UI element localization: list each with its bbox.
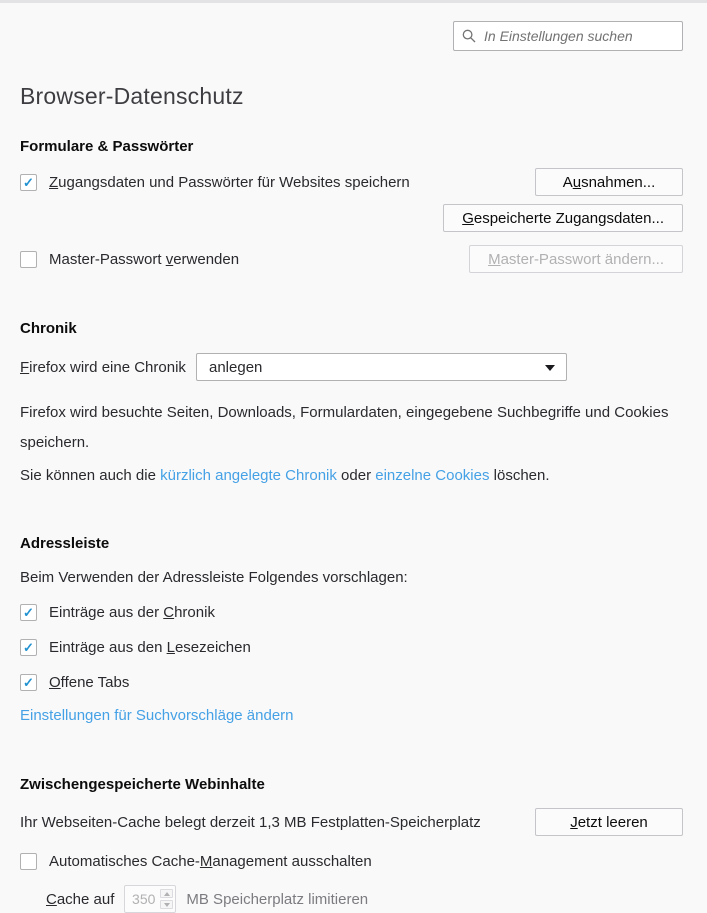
checkbox-label[interactable]: Einträge aus der Chronik: [49, 604, 215, 621]
checkbox-label[interactable]: Master-Passwort verwenden: [49, 250, 240, 268]
search-suggestions-settings-link[interactable]: Einstellungen für Suchvorschläge ändern: [20, 707, 294, 724]
chevron-down-icon: [545, 365, 555, 371]
checkbox-label[interactable]: Einträge aus den Lesezeichen: [49, 639, 251, 656]
section-heading-forms: Formulare & Passwörter: [20, 138, 194, 155]
history-mode-label: Firefox wird eine Chronik: [20, 358, 186, 376]
checkbox-box[interactable]: [20, 604, 37, 621]
checkbox-box[interactable]: [20, 674, 37, 691]
checkbox-label[interactable]: Offene Tabs: [49, 674, 130, 691]
window-top-edge: [0, 0, 707, 3]
cache-limit-field: [124, 885, 176, 913]
checkmark-icon: ✓: [23, 605, 34, 620]
cache-limit-suffix: MB Speicherplatz limitieren: [186, 890, 369, 908]
checkbox-suggest-history[interactable]: [20, 604, 683, 621]
search-input[interactable]: [453, 21, 683, 51]
checkmark-icon: ✓: [23, 174, 34, 190]
remove-individual-cookies-link[interactable]: einzelne Cookies: [375, 467, 490, 484]
checkbox-master-password[interactable]: [20, 251, 239, 268]
change-master-password-button[interactable]: Master-Passwort ändern...: [469, 245, 683, 273]
address-bar-intro: Beim Verwenden der Adressleiste Folgendes vorschlagen:: [20, 569, 408, 586]
cache-limit-label: Cache auf: [46, 890, 115, 908]
checkbox-cache-override[interactable]: [20, 853, 683, 870]
checkbox-suggest-open-tabs[interactable]: [20, 674, 683, 691]
checkmark-icon: ✓: [23, 675, 34, 690]
section-heading-address-bar: Adressleiste: [20, 535, 110, 552]
checkbox-box[interactable]: [20, 639, 37, 656]
checkbox-label[interactable]: Automatisches Cache-Management ausschalten: [49, 853, 372, 870]
history-description: Firefox wird besuchte Seiten, Downloads, Formulardaten, eingegebene Suchbegriffe und Cookies speichern.: [20, 404, 669, 451]
checkmark-icon: ✓: [23, 640, 34, 655]
spinner-down-button[interactable]: [160, 900, 173, 909]
exceptions-button[interactable]: Ausnahmen...: [535, 168, 683, 196]
history-clear-line: Sie können auch die kürzlich angelegte Chronik oder einzelne Cookies löschen.: [20, 467, 550, 484]
checkbox-label[interactable]: Zugangsdaten und Passwörter für Websites speichern: [49, 173, 410, 191]
search-icon: [462, 29, 476, 43]
checkbox-box[interactable]: [20, 251, 37, 268]
checkbox-save-logins[interactable]: [20, 174, 410, 191]
clear-recent-history-link[interactable]: kürzlich angelegte Chronik: [160, 467, 337, 484]
checkbox-box[interactable]: [20, 174, 37, 191]
cache-limit-row: [46, 885, 683, 913]
spinner-up-button[interactable]: [160, 889, 173, 898]
saved-logins-button[interactable]: Gespeicherte Zugangsdaten...: [443, 204, 683, 232]
clear-cache-button[interactable]: Jetzt leeren: [535, 808, 683, 836]
section-heading-cache: Zwischengespeicherte Webinhalte: [20, 776, 265, 793]
history-mode-selected-value: anlegen: [209, 358, 263, 376]
chevron-up-icon: [164, 892, 170, 896]
history-mode-select[interactable]: [196, 353, 567, 381]
checkbox-box[interactable]: [20, 853, 37, 870]
checkbox-suggest-bookmarks[interactable]: [20, 639, 683, 656]
section-heading-history: Chronik: [20, 320, 77, 337]
settings-search: [453, 21, 683, 51]
cache-usage-text: Ihr Webseiten-Cache belegt derzeit 1,3 MB Festplatten-Speicherplatz: [20, 813, 481, 831]
chevron-down-icon: [164, 903, 170, 907]
preferences-pane: [0, 21, 707, 913]
page-title: Browser-Datenschutz: [20, 83, 244, 109]
